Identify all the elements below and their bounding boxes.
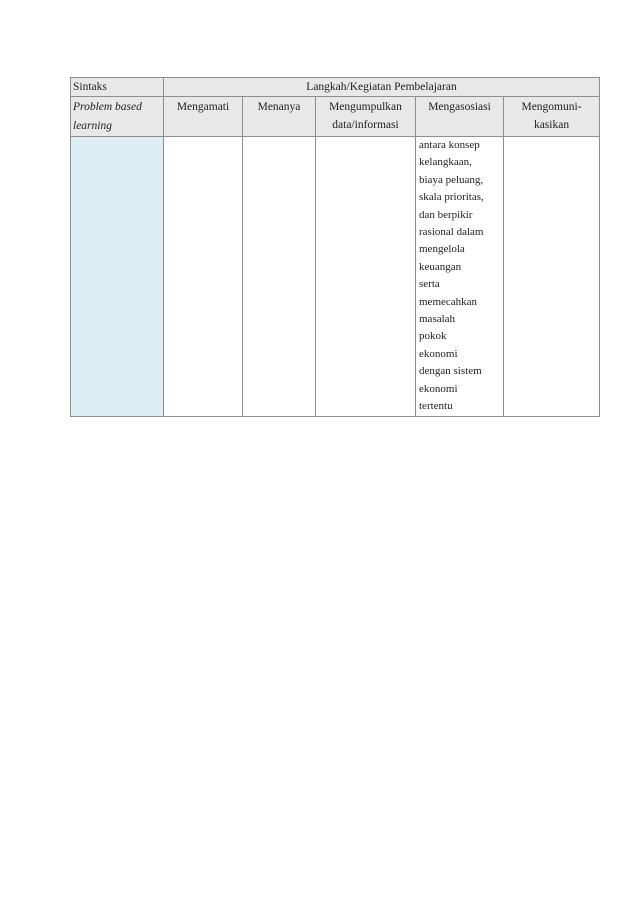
mengumpulkan-body-cell — [316, 137, 416, 417]
lesson-steps-table — [70, 77, 600, 417]
lesson-steps-table-wrapper — [70, 77, 599, 417]
assoc-line: tertentu — [419, 400, 453, 413]
assoc-line: rasional dalam — [419, 226, 484, 239]
assoc-line: biaya peluang, — [419, 173, 484, 186]
column-header-mengasosiasi: Mengasosiasi — [416, 97, 504, 137]
header-row-2 — [71, 97, 600, 137]
column-header-mengomunikasikan: Mengomuni-kasikan — [504, 97, 600, 137]
assoc-line: keuangan — [419, 260, 462, 273]
menanya-body-cell — [243, 137, 316, 417]
assoc-line: serta — [419, 278, 440, 291]
assoc-line: memecahkan — [419, 295, 478, 308]
table-row — [71, 137, 600, 417]
syntax-label-cell: Sintaks — [71, 78, 164, 97]
mengasosiasi-body-cell — [416, 137, 504, 417]
mengamati-body-cell — [164, 137, 243, 417]
assoc-line: dan berpikir — [419, 208, 473, 221]
syntax-model-cell: Problem based learning — [71, 97, 164, 137]
assoc-line: dengan sistem — [419, 365, 482, 378]
assoc-line: pokok — [419, 330, 447, 343]
mengomunikasikan-body-cell — [504, 137, 600, 417]
steps-title-cell: Langkah/Kegiatan Pembelajaran — [164, 78, 600, 97]
syntax-body-cell — [71, 137, 164, 417]
assoc-line: mengelola — [419, 243, 465, 256]
assoc-line: masalah — [419, 313, 456, 326]
column-header-mengamati: Mengamati — [164, 97, 243, 137]
assoc-line: skala prioritas, — [419, 191, 484, 204]
assoc-line: ekonomi — [419, 382, 458, 395]
header-row-1 — [71, 78, 600, 97]
column-header-mengumpulkan: Mengumpulkan data/informasi — [316, 97, 416, 137]
assoc-line: ekonomi — [419, 347, 458, 360]
column-header-menanya: Menanya — [243, 97, 316, 137]
assoc-line: kelangkaan, — [419, 156, 472, 169]
assoc-line: antara konsep — [419, 139, 480, 151]
